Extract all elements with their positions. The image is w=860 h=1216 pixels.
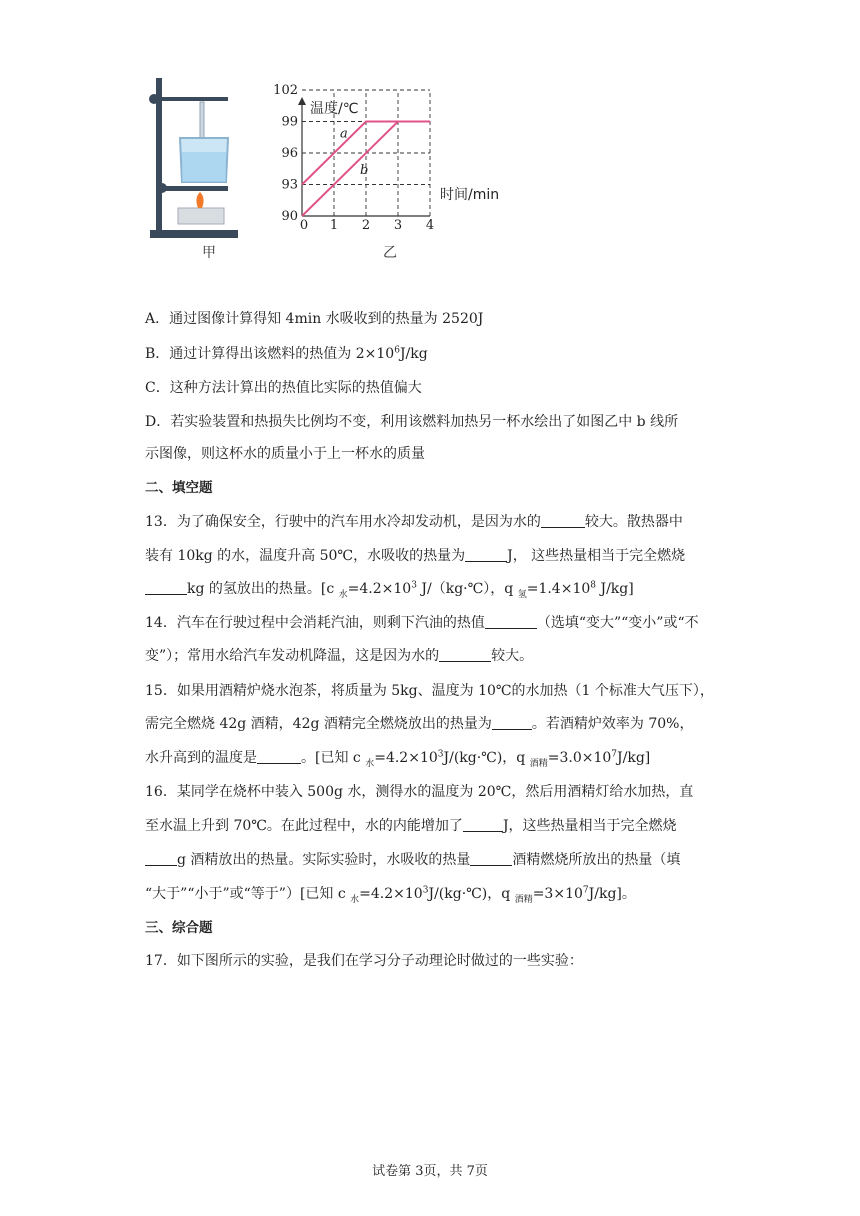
y-tick-label: 102: [273, 83, 298, 98]
series-label-b: b: [360, 163, 369, 178]
y-tick-label: 93: [281, 177, 298, 193]
x-tick-label: 3: [393, 218, 403, 233]
y-tick-label: 90: [281, 209, 298, 224]
y-axis-arrow: [298, 97, 306, 105]
q16-line1: 16．某同学在烧杯中装入 500g 水，测得水的温度为 20℃，然后用酒精灯给水加热，直: [145, 784, 694, 800]
x-tick-label: 4: [425, 218, 435, 233]
y-axis-label: 温度/℃: [310, 101, 359, 117]
q16-line2: 至水温上升到 70℃。在此过程中，水的内能增加了 J，这些热量相当于完全燃烧: [145, 818, 677, 834]
q17-line1: 17．如下图所示的实验，是我们在学习分子动理论时做过的一些实验：: [145, 953, 583, 969]
q16-blank-2: [145, 851, 177, 866]
apparatus-figure: [140, 70, 250, 260]
q13-line3: kg 的氢放出的热量。[c $_水=4.2\times 10^3$ J/（kg·℃），q $_氢=1.4\times 10^8$ J/kg]: [145, 579, 634, 599]
x-tick-label: 1: [329, 218, 339, 233]
section-heading-comprehensive: 三、综合题: [145, 920, 213, 936]
q14-line2: 变”）；常用水给汽车发动机降温，这是因为水的 较大。: [145, 648, 534, 664]
y-tick-label: 99: [281, 114, 298, 130]
q14-blank-2: [439, 647, 491, 662]
q13-blank-1: [541, 513, 585, 528]
temperature-time-chart: [270, 83, 510, 265]
option-d-line2: 示图像，则这杯水的质量小于上一杯水的质量: [145, 446, 425, 462]
page-footer: 试卷第 3页，共 7页: [372, 1164, 488, 1179]
q13-line1: 13．为了确保安全，行驶中的汽车用水冷却发动机，是因为水的 较大。散热器中: [145, 514, 683, 530]
q15-line2: 需完全燃烧 42g 酒精，42g 酒精完全燃烧放出的热量为 。若酒精炉效率为 70%，: [145, 716, 694, 732]
y-tick-label: 96: [281, 146, 298, 161]
q13-blank-2: [465, 547, 507, 562]
x-axis-label: 时间/min: [440, 187, 500, 203]
q15-blank-2: [257, 749, 301, 764]
figure-right-caption: 乙: [383, 245, 397, 261]
q15-line3: 水升高到的温度是 。[已知 c $_水=4.2\times 10^3J/(kg\cdot℃)$，q $_{酒精}=3.0\times 10^7J/kg$]: [145, 749, 651, 769]
series-label-a: a: [340, 126, 348, 142]
q16-blank-3: [470, 851, 512, 866]
option-a: A．通过图像计算得知 4min 水吸收到的热量为 2520J: [145, 311, 484, 327]
q13-blank-3: [145, 580, 187, 595]
q13-line2: 装有 10kg 的水，温度升高 50℃，水吸收的热量为 J， 这些热量相当于完全燃烧: [145, 548, 686, 564]
option-d-line1: D．若实验装置和热损失比例均不变，利用该燃料加热另一杯水绘出了如图乙中 b 线所: [145, 414, 679, 430]
x-tick-label: 2: [361, 218, 371, 233]
q15-blank-1: [492, 715, 532, 730]
x-tick-label: 0: [299, 218, 309, 233]
section-heading-fill-blank: 二、填空题: [145, 480, 213, 496]
option-b: B．通过计算得出该燃料的热值为 $2\times 10^6J/kg$: [145, 345, 428, 362]
q16-line4: “大于”“小于”或“等于”）[已知 c $_水=4.2\times 10^3J/(kg\cdot℃)$，q $_{酒精}=3\times 10^7J/kg$]。: [145, 885, 636, 905]
option-c: C．这种方法计算出的热值比实际的热值偏大: [145, 380, 422, 396]
q15-line1: 15．如果用酒精炉烧水泡茶，将质量为 5kg、温度为 10℃的水加热（1 个标准大气压下），: [145, 683, 714, 699]
q14-blank-1: [485, 614, 537, 629]
figure-left-caption: 甲: [202, 245, 216, 261]
q16-blank-1: [463, 817, 503, 832]
q14-line1: 14．汽车在行驶过程中会消耗汽油，则剩下汽油的热值 （选填“变大”“变小”或“不: [145, 615, 699, 631]
q16-line3: g 酒精放出的热量。实际实验时，水吸收的热量 酒精燃烧所放出的热量（填: [145, 850, 680, 870]
